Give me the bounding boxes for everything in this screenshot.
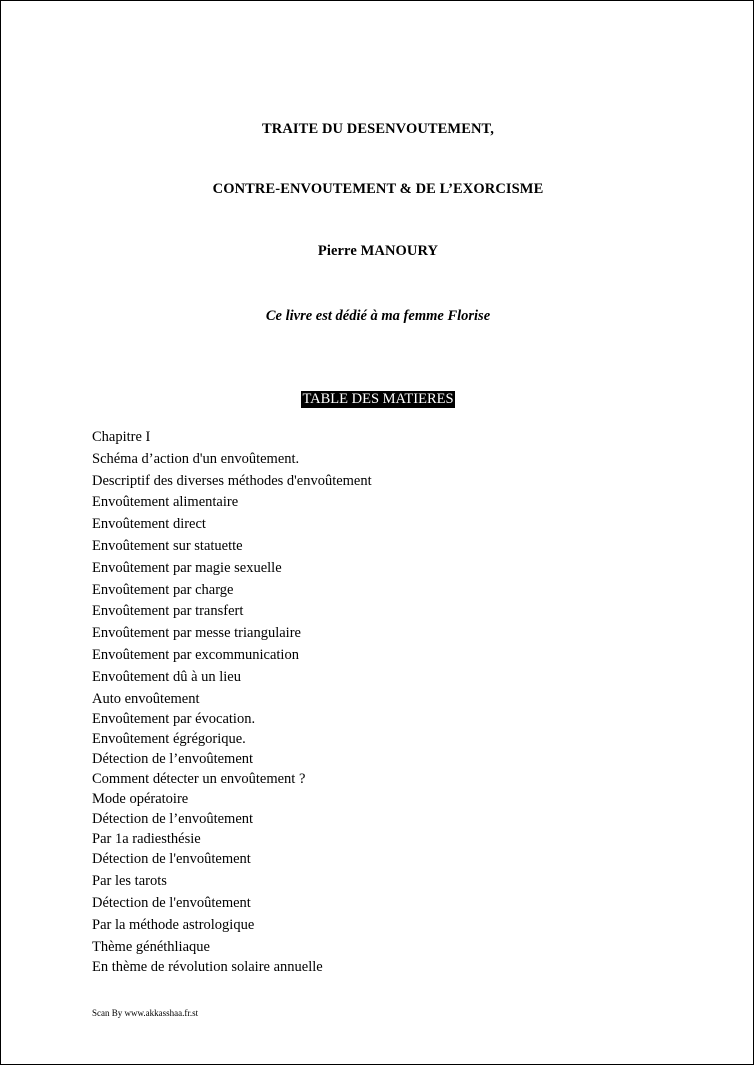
toc-heading-wrapper: [1, 390, 754, 408]
toc-item: Thème généthliaque: [92, 938, 210, 955]
toc-item: Chapitre I: [92, 429, 151, 445]
toc-item: Détection de l'envoûtement: [92, 894, 251, 911]
title-line-2: CONTRE-ENVOUTEMENT & DE L’EXORCISME: [212, 181, 544, 197]
toc-item: Par la méthode astrologique: [92, 916, 255, 933]
toc-item: Envoûtement dû à un lieu: [92, 668, 241, 685]
toc-item: Envoûtement par évocation.: [92, 710, 256, 727]
toc-item: Par 1a radiesthésie: [92, 831, 201, 848]
toc-item: Descriptif des diverses méthodes d'envoûtement: [92, 472, 372, 489]
toc-item: Par les tarots: [92, 873, 167, 890]
toc-item: Envoûtement par messe triangulaire: [92, 625, 301, 642]
toc-item: En thème de révolution solaire annuelle: [92, 958, 323, 975]
toc-item: Détection de l'envoûtement: [92, 851, 251, 868]
toc-item: Détection de l’envoûtement: [92, 811, 254, 828]
toc-item: Envoûtement par transfert: [92, 603, 244, 620]
toc-item: Auto envoûtement: [92, 690, 200, 707]
title-line-1: TRAITE DU DESENVOUTEMENT,: [262, 121, 494, 137]
toc-item: Envoûtement par charge: [92, 581, 234, 598]
toc-item: Envoûtement alimentaire: [92, 494, 239, 511]
toc-item: Envoûtement par magie sexuelle: [92, 559, 282, 576]
toc-item: Envoûtement direct: [92, 516, 206, 533]
author-name: Pierre MANOURY: [317, 243, 439, 259]
toc-item: Schéma d’action d'un envoûtement.: [92, 450, 300, 467]
toc-item: Envoûtement sur statuette: [92, 537, 243, 554]
toc-item: Mode opératoire: [92, 791, 189, 808]
table-of-contents: [92, 427, 372, 977]
toc-item: Détection de l’envoûtement: [92, 750, 254, 767]
dedication: Ce livre est dédié à ma femme Florise: [265, 308, 491, 324]
scan-credit-footer: Scan By www.akkasshaa.fr.st: [92, 1008, 199, 1018]
toc-item: Comment détecter un envoûtement ?: [92, 770, 306, 787]
toc-heading: TABLE DES MATIERES: [302, 391, 454, 407]
toc-item: Envoûtement par excommunication: [92, 646, 299, 663]
toc-item: Envoûtement égrégorique.: [92, 730, 246, 747]
